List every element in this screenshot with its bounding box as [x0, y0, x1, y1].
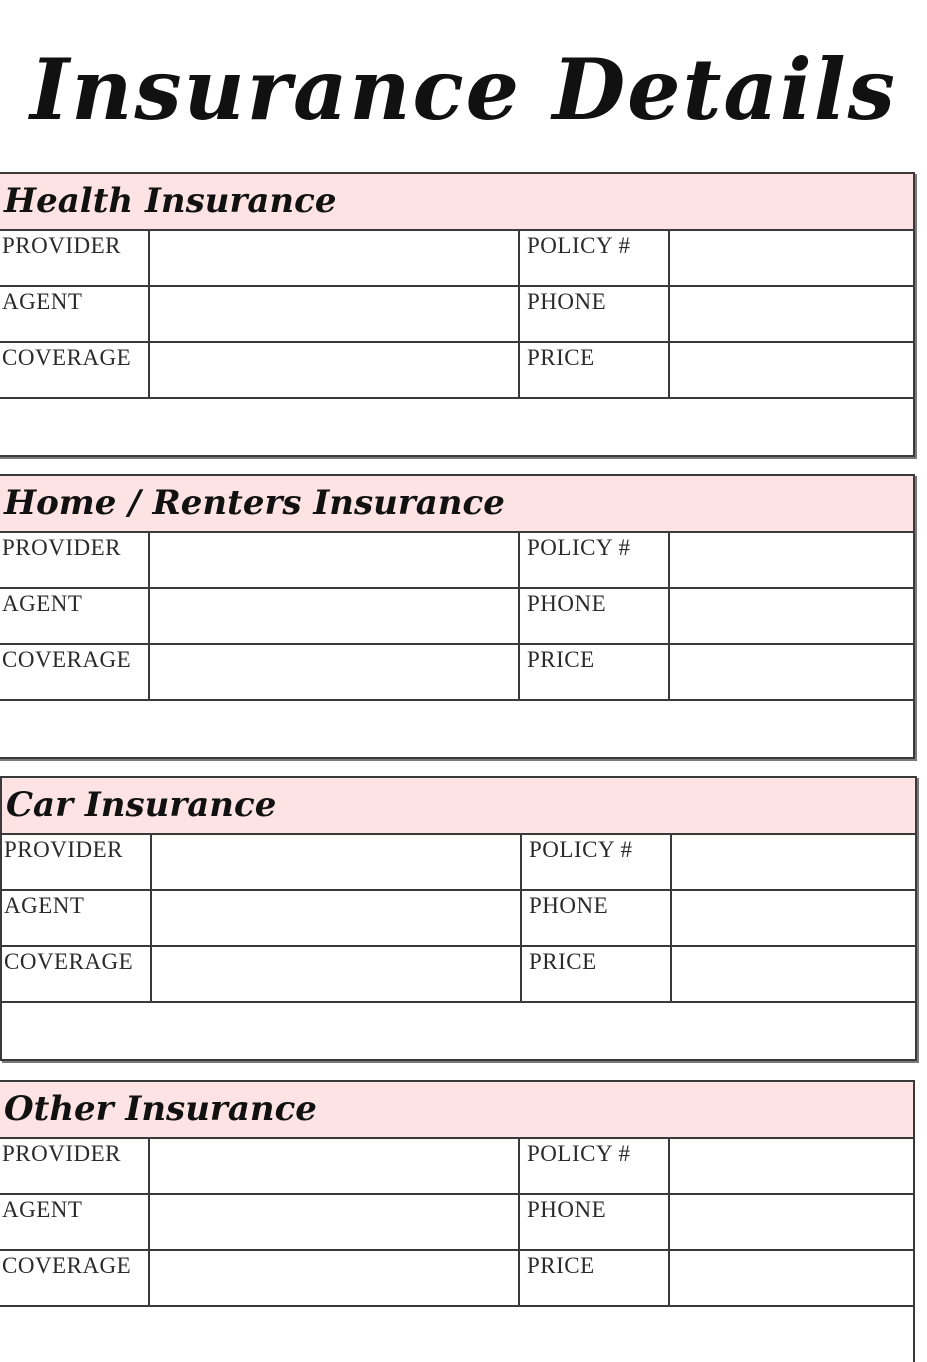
- form-row: [0, 1139, 913, 1195]
- phone-field[interactable]: [670, 589, 913, 643]
- phone-label: PHONE: [522, 891, 672, 945]
- provider-label: PROVIDER: [0, 231, 150, 285]
- coverage-field[interactable]: [150, 1251, 520, 1305]
- coverage-field[interactable]: [152, 947, 522, 1001]
- form-row: [0, 645, 913, 701]
- agent-field[interactable]: [150, 589, 520, 643]
- phone-label: PHONE: [520, 589, 670, 643]
- coverage-field[interactable]: [150, 343, 520, 397]
- provider-field[interactable]: [150, 231, 520, 285]
- form-row: [0, 343, 913, 399]
- provider-field[interactable]: [150, 1139, 520, 1193]
- policy-number-field[interactable]: [670, 231, 913, 285]
- notes-field[interactable]: [0, 1307, 913, 1362]
- form-row: [2, 891, 915, 947]
- notes-field[interactable]: [0, 701, 913, 757]
- phone-field[interactable]: [670, 287, 913, 341]
- form-row: [2, 947, 915, 1003]
- form-row: [0, 589, 913, 645]
- provider-field[interactable]: [152, 835, 522, 889]
- form-row: [0, 533, 913, 589]
- agent-label: AGENT: [2, 891, 152, 945]
- page-title: Insurance Details: [30, 40, 897, 139]
- provider-label: PROVIDER: [0, 533, 150, 587]
- agent-field[interactable]: [150, 287, 520, 341]
- agent-field[interactable]: [152, 891, 522, 945]
- policy-number-label: POLICY #: [520, 231, 670, 285]
- policy-number-label: POLICY #: [520, 1139, 670, 1193]
- car-insurance-section: [0, 776, 917, 1061]
- agent-label: AGENT: [0, 1195, 150, 1249]
- provider-label: PROVIDER: [2, 835, 152, 889]
- health-insurance-section: [0, 172, 915, 457]
- price-label: PRICE: [520, 1251, 670, 1305]
- price-field[interactable]: [670, 1251, 913, 1305]
- price-label: PRICE: [520, 645, 670, 699]
- policy-number-label: POLICY #: [520, 533, 670, 587]
- form-row: [2, 835, 915, 891]
- section-title: Home / Renters Insurance: [0, 476, 913, 533]
- policy-number-field[interactable]: [670, 533, 913, 587]
- phone-label: PHONE: [520, 1195, 670, 1249]
- policy-number-label: POLICY #: [522, 835, 672, 889]
- phone-field[interactable]: [670, 1195, 913, 1249]
- form-row: [0, 1195, 913, 1251]
- agent-field[interactable]: [150, 1195, 520, 1249]
- other-insurance-section: [0, 1080, 915, 1362]
- section-title: Car Insurance: [2, 778, 915, 835]
- coverage-label: COVERAGE: [2, 947, 152, 1001]
- notes-field[interactable]: [2, 1003, 915, 1059]
- notes-field[interactable]: [0, 399, 913, 455]
- price-field[interactable]: [670, 343, 913, 397]
- phone-label: PHONE: [520, 287, 670, 341]
- agent-label: AGENT: [0, 287, 150, 341]
- home-renters-insurance-section: [0, 474, 915, 759]
- section-title: Other Insurance: [0, 1082, 913, 1139]
- coverage-field[interactable]: [150, 645, 520, 699]
- coverage-label: COVERAGE: [0, 645, 150, 699]
- form-row: [0, 1251, 913, 1307]
- price-label: PRICE: [520, 343, 670, 397]
- policy-number-field[interactable]: [672, 835, 915, 889]
- section-title: Health Insurance: [0, 174, 913, 231]
- price-field[interactable]: [672, 947, 915, 1001]
- coverage-label: COVERAGE: [0, 1251, 150, 1305]
- phone-field[interactable]: [672, 891, 915, 945]
- provider-field[interactable]: [150, 533, 520, 587]
- provider-label: PROVIDER: [0, 1139, 150, 1193]
- agent-label: AGENT: [0, 589, 150, 643]
- form-row: [0, 231, 913, 287]
- policy-number-field[interactable]: [670, 1139, 913, 1193]
- price-field[interactable]: [670, 645, 913, 699]
- form-row: [0, 287, 913, 343]
- coverage-label: COVERAGE: [0, 343, 150, 397]
- price-label: PRICE: [522, 947, 672, 1001]
